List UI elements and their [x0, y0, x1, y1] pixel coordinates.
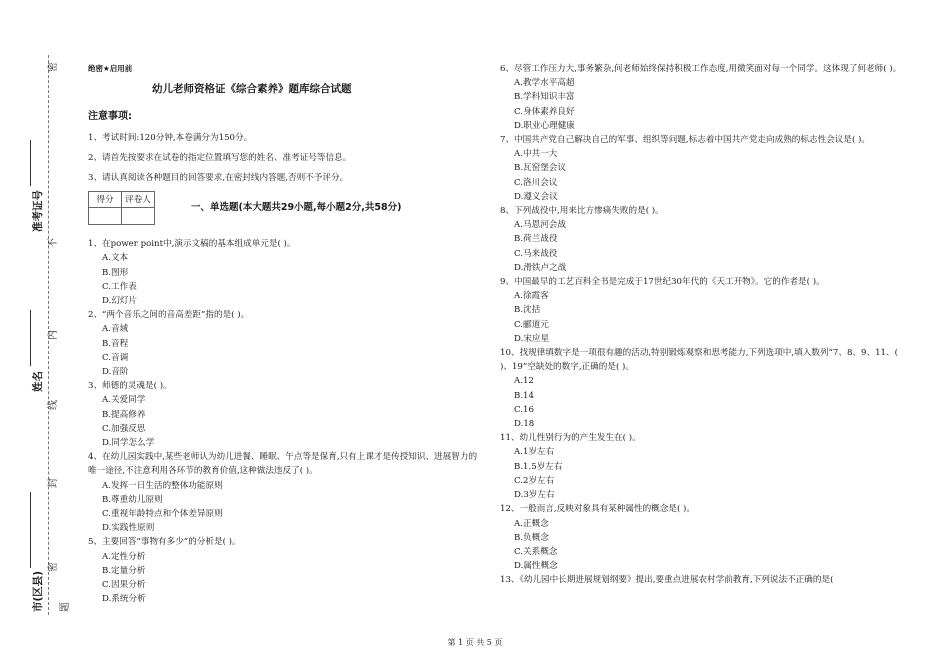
- answer-option: C.重视年龄特点和个体差异原则: [102, 509, 223, 520]
- question-stem: 4、在幼儿园实践中,某些老师认为幼儿进餐、睡眠、午点等是保育,只有上课才是传授知识、进展智力的唯一途径,不注意利用各环节的教育价值,这种做法违反了( )。: [88, 452, 478, 477]
- answer-option: D.同学怎么学: [102, 438, 155, 449]
- question-item: [500, 275, 910, 346]
- question-stem: 3、师德的灵魂是( )。: [88, 381, 172, 392]
- answer-option: A.发挥一日生活的整体功能原则: [102, 480, 223, 491]
- answer-option: A.1岁左右: [514, 447, 555, 458]
- answer-option: B.瓦窑堡会议: [514, 163, 567, 174]
- answer-option: B.负概念: [514, 532, 549, 543]
- answer-option: C.加强反思: [102, 423, 146, 434]
- score-label: 得分: [89, 192, 122, 208]
- answer-option: A.12: [514, 376, 534, 387]
- answer-option: C.2岁左右: [514, 475, 555, 486]
- seal-word: 密: [48, 62, 59, 72]
- answer-option: A.关爱同学: [102, 395, 146, 406]
- question-item: [500, 346, 910, 431]
- score-row: [88, 191, 478, 225]
- question-stem: 7、中国共产党自己解决自己的军事、组织等问题,标志着中国共产党走向成熟的标志性会议是( )。: [500, 135, 870, 146]
- seal-word: 不: [48, 238, 59, 248]
- secret-mark: 绝密★启用前: [88, 64, 133, 73]
- answer-option: D.幻灯片: [102, 296, 138, 307]
- answer-option: C.身体素养良好: [514, 106, 575, 117]
- notice-item: 1、考试时间:120分钟,本卷满分为150分。: [88, 132, 253, 143]
- grader-label: 评卷人: [122, 192, 155, 208]
- answer-option: B.音程: [102, 338, 129, 349]
- question-stem: 8、下列战役中,用来比方惨痛失败的是( )。: [500, 206, 664, 217]
- question-item: [500, 204, 910, 275]
- question-item: [500, 62, 910, 133]
- answer-option: A.定性分析: [102, 551, 146, 562]
- question-stem: 13、《幼儿园中长期进展规划纲要》提出,要重点进展农村学前教育,下列说法不正确的是(: [500, 575, 834, 586]
- answer-option: C.洛川会议: [514, 177, 558, 188]
- answer-option: D.职业心理健康: [514, 120, 575, 131]
- name-blank: [30, 310, 31, 366]
- answer-option: A.教学水平高超: [514, 78, 575, 89]
- question-item: [500, 133, 910, 204]
- question-item: [88, 535, 478, 606]
- answer-option: D.属性概念: [514, 561, 558, 572]
- question-stem: 2、“两个音乐之间的音高差距”指的是( )。: [88, 310, 250, 321]
- left-column: [88, 62, 478, 607]
- question-stem: 10、找规律填数字是一项很有趣的活动,特别锻炼观察和思考能力,下列选项中,填入数列“7、8、9、11、( )、19”空缺处的数字,正确的是( )。: [500, 348, 898, 373]
- section-heading: 一、单选题(本大题共29小题,每小题2分,共58分): [191, 202, 402, 214]
- answer-option: D.18: [514, 419, 535, 430]
- answer-option: B.尊重幼儿原则: [102, 494, 163, 505]
- question-item: [88, 308, 478, 379]
- question-stem: 6、尽管工作压力大,事务繁杂,何老师始终保持积极工作态度,用微笑面对每一个同学。这体现了何老师( )。: [500, 64, 902, 74]
- seal-word: 内: [48, 330, 59, 340]
- notice-item: 3、请认真阅读各种题目的回答要求,在密封线内答题,否则不予评分。: [88, 173, 349, 184]
- answer-option: D.滑铁卢之战: [514, 262, 567, 273]
- notice-list: [88, 131, 478, 186]
- answer-option: B.提高修养: [102, 409, 146, 420]
- seal-word: 封: [48, 478, 59, 488]
- answer-option: D.宋应星: [514, 333, 550, 344]
- seal-word: 密: [48, 562, 59, 572]
- answer-option: D.3岁左右: [514, 490, 555, 501]
- question-list-right: [500, 62, 910, 588]
- notice-heading: 注意事项:: [88, 111, 132, 123]
- answer-option: D.系统分析: [102, 594, 146, 605]
- answer-option: D.实践性原则: [102, 523, 155, 534]
- question-stem: 11、幼儿性别行为的产生发生在( )。: [500, 433, 641, 444]
- question-item: [88, 450, 478, 535]
- answer-option: C.关系概念: [514, 546, 558, 557]
- question-list-left: [88, 237, 478, 606]
- page-title: 幼儿老师资格证《综合素养》题库综合试题: [152, 83, 352, 96]
- answer-option: B.1.5岁左右: [514, 461, 563, 472]
- seal-tail: 题: [60, 602, 71, 612]
- answer-option: C.音调: [102, 352, 129, 363]
- answer-option: B.荷兰战役: [514, 234, 558, 245]
- answer-option: C.马来战役: [514, 248, 558, 259]
- answer-option: A.徐霞客: [514, 291, 549, 302]
- score-cell: [89, 208, 122, 225]
- answer-option: A.文本: [102, 253, 129, 264]
- seal-word: 线: [48, 400, 59, 410]
- district-blank: [30, 492, 31, 568]
- answer-option: B.沈括: [514, 305, 541, 316]
- answer-option: C.16: [514, 404, 534, 415]
- question-stem: 12、一般而言,反映对象具有某种属性的概念是( )。: [500, 504, 695, 515]
- answer-option: B.图形: [102, 267, 129, 278]
- answer-option: A.音域: [102, 324, 129, 335]
- answer-option: B.14: [514, 390, 534, 401]
- answer-option: C.郦道元: [514, 319, 549, 330]
- answer-option: A.中共一大: [514, 149, 558, 160]
- answer-option: B.定量分析: [102, 565, 146, 576]
- question-item: [500, 431, 910, 502]
- question-stem: 9、中国最早的工艺百科全书是完成于17世纪30年代的《天工开物》。它的作者是( )。: [500, 277, 825, 288]
- seal-margin: [0, 0, 80, 671]
- answer-option: B.学科知识丰富: [514, 92, 575, 103]
- district-label: 市(区县): [32, 570, 44, 612]
- question-item: [88, 237, 478, 308]
- answer-option: A.马恩河会战: [514, 220, 566, 231]
- answer-option: D.遵义会议: [514, 191, 558, 202]
- right-column: [500, 62, 910, 588]
- name-label: 姓名: [32, 371, 44, 392]
- answer-option: C.工作表: [102, 281, 137, 292]
- exam-number-label: 准考证号: [32, 190, 44, 232]
- question-item: [500, 573, 910, 587]
- page-footer: 第 1 页 共 5 页: [447, 638, 503, 647]
- grader-cell: [122, 208, 155, 225]
- question-stem: 5、主要回答“事物有多少”的分析是( )。: [88, 537, 241, 548]
- question-stem: 1、在power point中,演示文稿的基本组成单元是( )。: [88, 239, 296, 250]
- answer-option: A.正概念: [514, 518, 549, 529]
- notice-item: 2、请首先按要求在试卷的指定位置填写您的姓名、准考证号等信息。: [88, 152, 352, 163]
- question-item: [500, 502, 910, 573]
- exam-number-blank: [30, 140, 31, 186]
- question-item: [88, 379, 478, 450]
- score-table: [88, 191, 155, 225]
- answer-option: C.因果分析: [102, 580, 146, 591]
- answer-option: D.音阶: [102, 367, 129, 378]
